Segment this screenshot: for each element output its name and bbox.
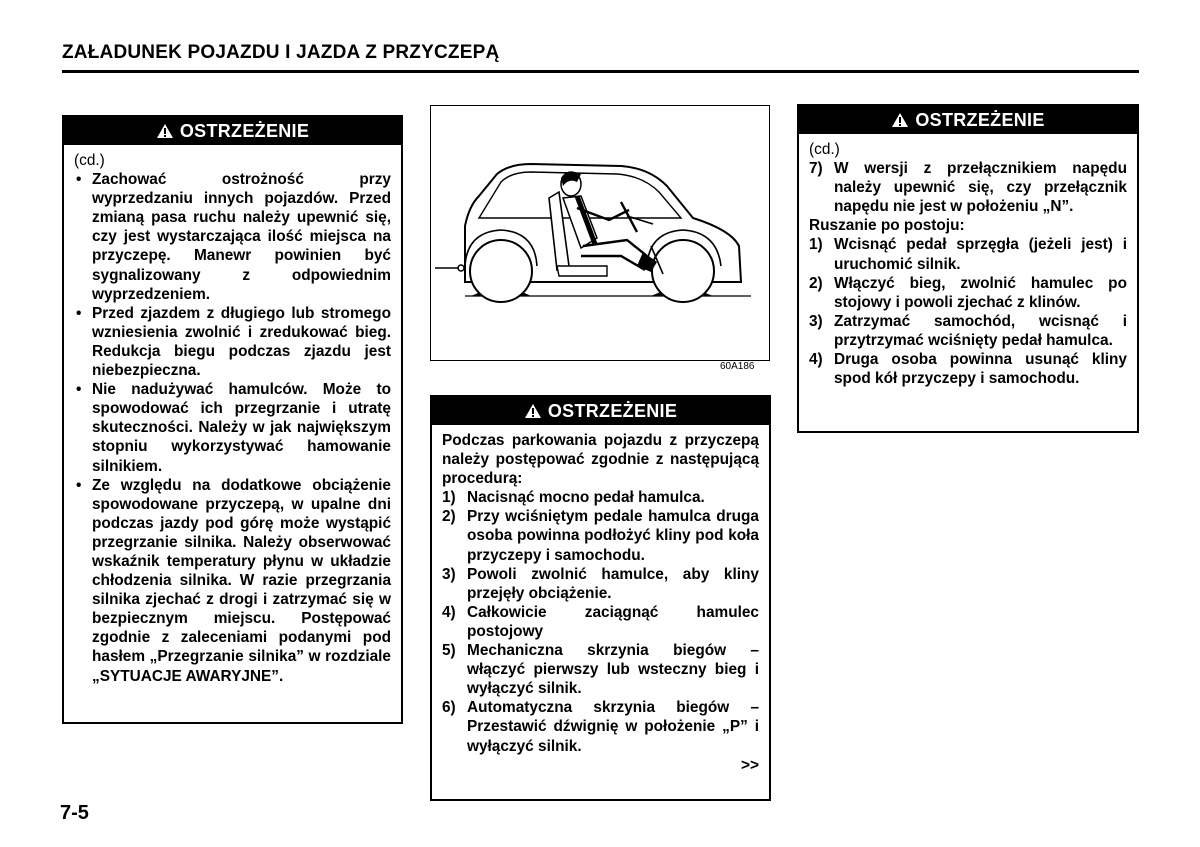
step-number: 3) [442,565,456,583]
list-item [809,235,1127,273]
list-item [809,159,1127,216]
step-number: 1) [809,236,823,254]
warning-box-left [62,115,403,724]
header-rule [62,70,1139,73]
warning-box-right [797,104,1139,433]
warning-title [64,117,401,145]
numbered-list [442,488,759,755]
warning-title [432,397,769,425]
intro-text: Podczas parkowania pojazdu z przyczepą należy postępować zgodnie z następującą procedurą: [442,432,759,488]
step-text: Zatrzymać samochód, wcisnąć i przytrzymać wciśnięty pedał hamulca. [834,312,1127,349]
step-text: Powoli zwolnić hamulce, aby kliny przejęły obciążenie. [467,565,759,602]
list-item: • Nie nadużywać hamulców. Może to spowodować ich przegrzanie i utratę skuteczności. Należy w jak największym stopniu wykorzystywać hamowanie silnikiem. [74,380,391,475]
warning-triangle-icon [891,108,909,136]
warning-title-text: OSTRZEŻENIE [547,401,678,421]
continued-label: (cd.) [74,152,105,169]
list-item [442,488,759,507]
list-item [442,698,759,755]
step-text: Wcisnąć pedał sprzęgła (jeżeli jest) i uruchomić silnik. [834,236,1127,273]
bullet-list [74,170,391,686]
page-number: 7-5 [60,802,89,824]
step-number: 6) [442,699,456,717]
numbered-list [809,159,1127,216]
warning-title-text: OSTRZEŻENIE [915,110,1045,130]
step-number: 7) [809,160,823,178]
warning-triangle-icon [156,119,174,147]
list-item [442,507,759,564]
warning-title-text: OSTRZEŻENIE [179,121,310,141]
warning-body [432,425,769,781]
step-text: W wersji z przełącznikiem napędu należy upewnić się, czy przełącznik napędu nie jest w położeniu „N”. [834,160,1127,216]
step-text: Automatyczna skrzynia biegów – Przestawić dźwignię w położenie „P” i wyłączyć silnik. [467,699,759,755]
list-item [809,312,1127,350]
step-number: 1) [442,489,456,507]
warning-body [799,134,1137,394]
list-item: • Przed zjazdem z długiego lub stromego wzniesienia zwolnić i zredukować bieg. Redukcja biegu podczas zjazdu jest niebezpieczna. [74,304,391,380]
step-text: Mechaniczna skrzynia biegów – włączyć pierwszy lub wsteczny bieg i wyłączyć silnik. [467,642,759,698]
step-number: 2) [442,508,456,526]
list-item [442,603,759,641]
list-item [809,350,1127,388]
list-item: • Ze względu na dodatkowe obciążenie spowodowane przyczepą, w upalne dni podczas jazdy pod górę może wystąpić przegrzanie silnika. Należy obserwować wskaźnik temperatury płynu w układzie chłodzenia silnika. W razie przegrzania silnika zjechać z drogi i zatrzymać się w bezpiecznym miejscu. Postępować zgodnie z zaleceniami podanymi pod hasłem „Przegrzanie silnika” w rozdziale „SYTUACJE AWARYJNE”. [74,476,391,686]
list-item [442,641,759,698]
list-item [809,274,1127,312]
numbered-list [809,235,1127,388]
step-number: 4) [442,603,456,621]
car-driver-drawing [431,106,768,359]
step-text: Całkowicie zaciągnąć hamulec postojowy [467,603,759,640]
continued-label: (cd.) [809,141,840,158]
list-item: • Zachować ostrożność przy wyprzedzaniu innych pojazdów. Przed zmianą pasa ruchu należy upewnić się, czy jest wystarczająca ilość miejsca na przyczepę. Manewr powinien być sygnalizowany z odpowiednim wyprzedzeniem. [74,170,391,304]
list-item [442,565,759,603]
warning-triangle-icon [524,399,542,427]
warning-box-middle [430,395,771,801]
step-number: 4) [809,351,823,369]
step-text: Druga osoba powinna usunąć kliny spod kół przyczepy i samochodu. [834,351,1127,388]
step-number: 5) [442,642,456,660]
step-number: 2) [809,274,823,292]
warning-body [64,145,401,692]
step-text: Nacisnąć mocno pedał hamulca. [467,489,705,507]
page-title: ZAŁADUNEK POJAZDU I JAZDA Z PRZYCZEPĄ [62,42,500,63]
continued-arrow: >> [741,756,759,774]
step-text: Włączyć bieg, zwolnić hamulec po stojowy i powoli zjechać z klinów. [834,274,1127,311]
car-illustration [430,105,770,361]
warning-title [799,106,1137,134]
step-text: Przy wciśniętym pedale hamulca druga osoba powinna podłożyć kliny pod koła przyczepy i samochodu. [467,508,759,564]
figure-code: 60A186 [720,361,755,372]
step-number: 3) [809,312,823,330]
subheading: Ruszanie po postoju: [809,217,965,235]
